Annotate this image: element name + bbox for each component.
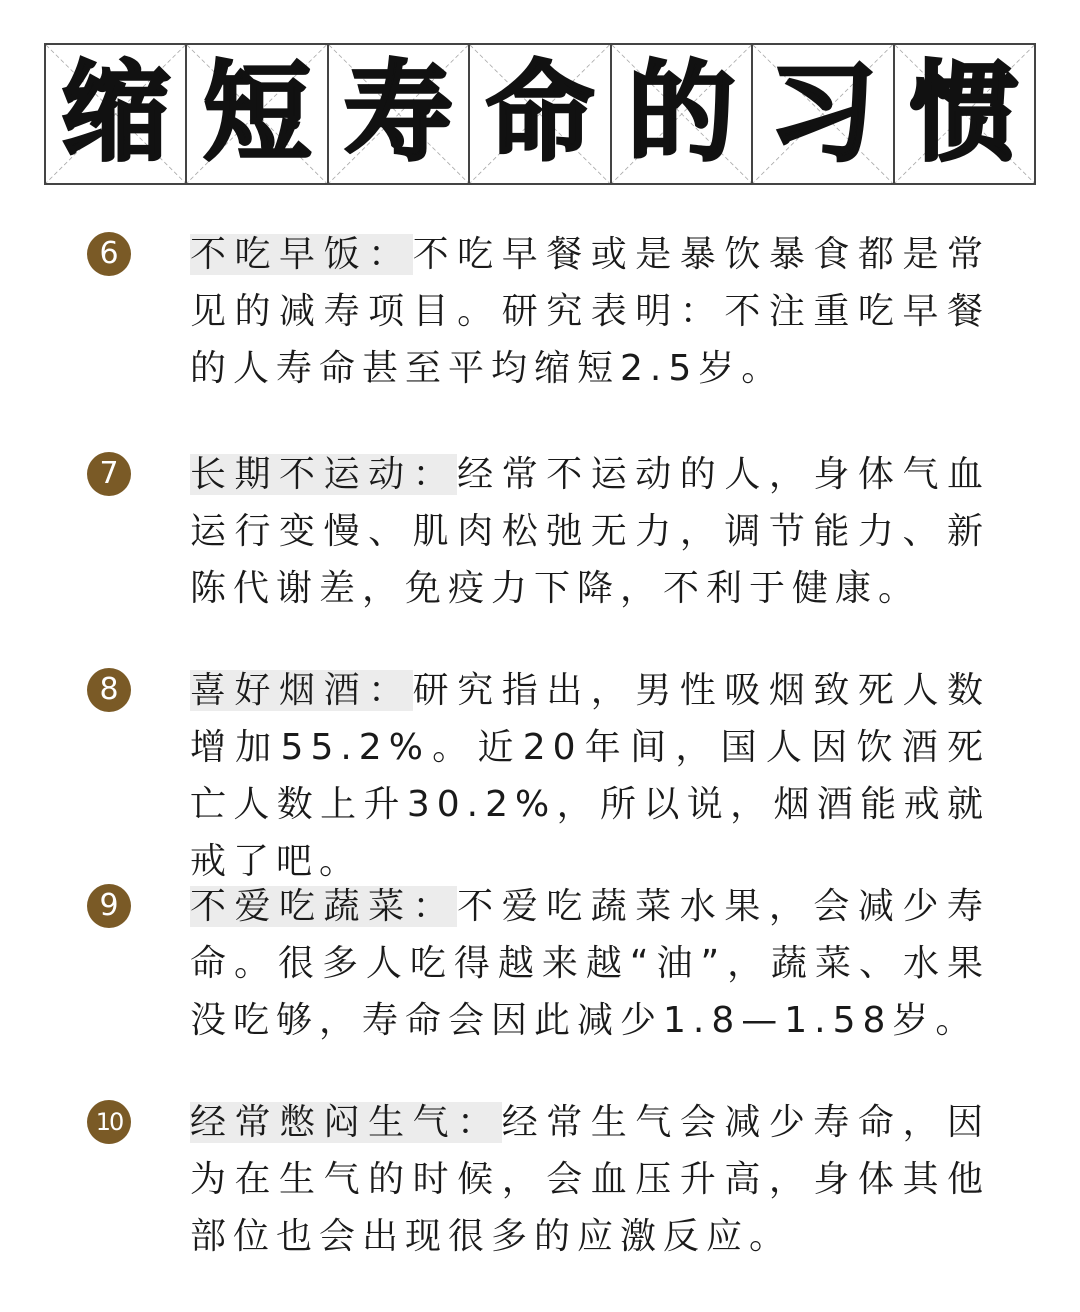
- habit-body: 经常生气会减少寿命，因为在生气的时候，会血压升高，身体其他部位也会出现很多的应激反应。: [190, 1102, 990, 1257]
- habit-heading: 不爱吃蔬菜：: [190, 886, 458, 927]
- title-cell: [329, 45, 470, 183]
- number-badge: 8: [87, 668, 131, 712]
- number-badge: 7: [87, 452, 131, 496]
- habit-body: 不吃早餐或是暴饮暴食都是常见的减寿项目。研究表明：不注重吃早餐的人寿命甚至平均缩短2.5岁。: [190, 234, 990, 389]
- habit-body: 不爱吃蔬菜水果，会减少寿命。很多人吃得越来越“油”，蔬菜、水果没吃够，寿命会因此减少1.8—1.58岁。: [190, 886, 990, 1041]
- title-cell: [46, 45, 187, 183]
- habit-body: 研究指出，男性吸烟致死人数增加55.2%。近20年间，国人因饮酒死亡人数上升30.2%，所以说，烟酒能戒就戒了吧。: [190, 670, 990, 882]
- title-char: 惯: [910, 51, 1019, 176]
- habit-body: 经常不运动的人，身体气血运行变慢、肌肉松弛无力，调节能力、新陈代谢差，免疫力下降，不利于健康。: [190, 454, 990, 609]
- title-char: 缩: [61, 51, 170, 176]
- number-badge: 6: [87, 232, 131, 276]
- title-cell: [470, 45, 611, 183]
- habit-text: [190, 1094, 990, 1265]
- title-cell: [612, 45, 753, 183]
- title-char: 习: [768, 51, 877, 176]
- habit-text: [190, 878, 990, 1049]
- number-badge: 9: [87, 884, 131, 928]
- habit-heading: 经常憋闷生气：: [190, 1102, 502, 1143]
- habit-heading: 长期不运动：: [190, 454, 458, 495]
- title-cell: [753, 45, 894, 183]
- title-char: 命: [485, 51, 594, 176]
- title-char: 寿: [344, 51, 453, 176]
- habit-text: [190, 662, 990, 890]
- habit-text: [190, 446, 990, 617]
- title-banner: [44, 43, 1036, 185]
- title-char: 短: [203, 51, 312, 176]
- number-badge: 10: [87, 1100, 131, 1144]
- habit-text: [190, 226, 990, 397]
- title-char: 的: [627, 51, 736, 176]
- title-cell: [895, 45, 1034, 183]
- title-cell: [187, 45, 328, 183]
- habit-heading: 不吃早饭：: [190, 234, 413, 275]
- habit-heading: 喜好烟酒：: [190, 670, 413, 711]
